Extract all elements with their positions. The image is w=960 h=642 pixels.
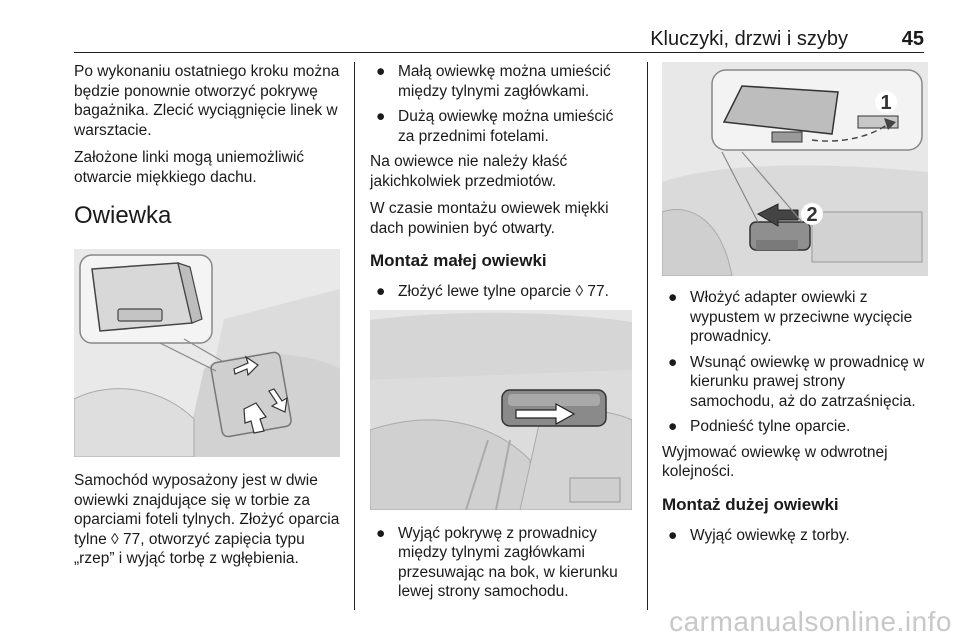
list-item: ● Złożyć lewe tylne oparcie ◊ 77. — [376, 283, 609, 300]
bullet-icon: ● — [376, 63, 386, 80]
figure-guide-cover — [370, 310, 632, 510]
section-heading-small-deflector: Montaż małej owiewki — [370, 251, 547, 270]
bullet-icon: ● — [668, 418, 678, 435]
bullet-icon: ● — [376, 108, 386, 125]
paragraph-two-deflectors: Samochód wyposażony jest w dwie owiewki znajdujące się w torbie za oparciami foteli tylnych. Złożyć oparcia tylne ◊ 77, otworzyć zapięcia typu „rzep” i wyjąć torbę z wgłębienia. — [74, 472, 340, 567]
figure-deflector-install — [662, 62, 928, 276]
guide-cover-illustration — [370, 310, 632, 510]
step-label-1: 1 — [880, 92, 892, 114]
column-3 — [662, 62, 928, 551]
list-item: ● Dużą owiewkę można umieścić za przednimi fotelami. — [376, 108, 614, 145]
list-item: ● Wyjąć owiewkę z torby. — [668, 526, 850, 544]
header-title: Kluczyki, drzwi i szyby — [650, 28, 848, 50]
list-item: ● Włożyć adapter owiewki z wypustem w przeciwne wycięcie prowadnicy. — [668, 289, 913, 345]
paragraph-trunk-lid: Po wykonaniu ostatniego kroku można będzie ponownie otworzyć pokrywę bagażnika. Zlecić wyciągnięcie linek w warsztacie. — [74, 63, 340, 139]
list-item: ● Małą owiewkę można umieścić między tylnymi zagłówkami. — [376, 63, 611, 100]
column-divider-2 — [647, 62, 648, 610]
paragraph-reverse-order: Wyjmować owiewkę w odwrotnej kolejności. — [662, 443, 888, 480]
deflector-install-illustration — [662, 62, 928, 276]
step-label-2: 2 — [806, 204, 818, 226]
paragraph-roof-open: W czasie montażu owiewek miękki dach powinien być otwarty. — [370, 200, 609, 237]
bullet-icon: ● — [376, 524, 386, 542]
install-steps — [662, 288, 928, 437]
paragraph-soft-top-warning: Założone linki mogą uniemożliwić otwarcie miękkiego dachu. — [74, 149, 305, 186]
column-2 — [370, 62, 632, 608]
list-item: ● Wsunąć owiewkę w prowadnicę w kierunku prawej strony samochodu, aż do zatrzaśnięcia. — [668, 353, 925, 410]
page-header — [74, 26, 924, 53]
bullet-icon: ● — [668, 289, 678, 306]
deflector-bag-illustration — [74, 249, 340, 457]
section-heading-large-deflector: Montaż dużej owiewki — [662, 494, 839, 514]
bullet-icon: ● — [668, 526, 678, 544]
column-1 — [74, 62, 344, 577]
bullet-icon: ● — [376, 283, 386, 300]
small-deflector-steps — [370, 282, 632, 302]
large-deflector-steps — [662, 526, 928, 546]
remove-cover-step — [370, 524, 632, 602]
page-number: 45 — [901, 28, 924, 50]
list-item: ● Wyjąć pokrywę z prowadnicy między tylnymi zagłówkami przesuwając na bok, w kierunku lewej strony samochodu. — [376, 524, 618, 600]
section-heading-wind-deflector: Owiewka — [74, 202, 172, 229]
figure-deflector-bag — [74, 249, 340, 457]
column-divider-1 — [354, 62, 355, 610]
bullet-icon: ● — [668, 353, 678, 371]
placement-list — [370, 62, 632, 146]
list-item: ● Podnieść tylne oparcie. — [668, 418, 851, 435]
watermark: carmanualsonline.info — [669, 606, 952, 637]
paragraph-no-objects: Na owiewce nie należy kłaść jakichkolwiek przedmiotów. — [370, 153, 568, 190]
